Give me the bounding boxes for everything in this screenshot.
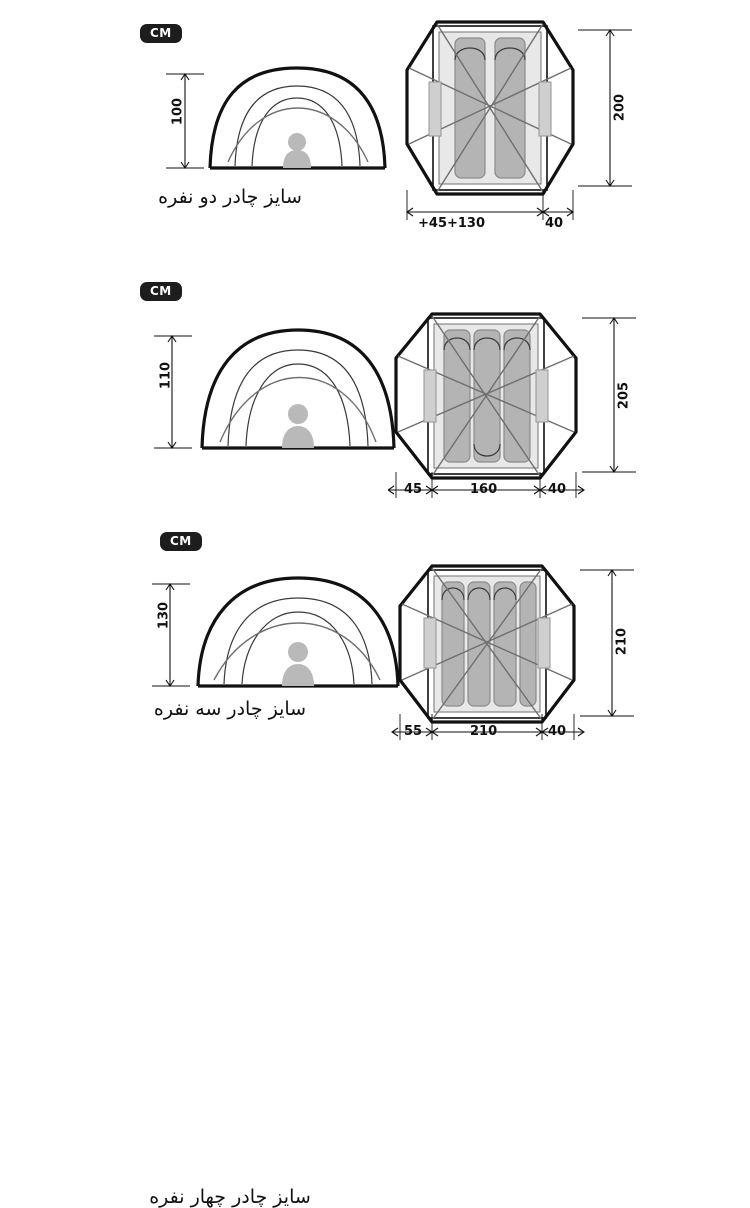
plan-width-label-two-person: +45+130	[418, 216, 486, 231]
plan-depth-label-two-person: 200	[612, 93, 628, 122]
plan-width-label-four-person: 210	[470, 724, 498, 739]
plan-drawing-four-person	[388, 556, 588, 736]
height-label-three-person: 110	[158, 361, 174, 390]
plan-depth-dimension-two-person	[578, 8, 638, 208]
plan-depth-dimension-three-person	[582, 302, 642, 492]
plan-depth-label-three-person: 205	[616, 381, 632, 410]
plan-depth-dimension-four-person	[580, 556, 640, 736]
person-silhouette	[282, 404, 314, 448]
person-silhouette	[283, 133, 311, 168]
plan-left-label-four-person: 55	[404, 724, 423, 739]
height-label-four-person: 130	[156, 601, 172, 630]
plan-side-label-three-person: 40	[548, 482, 567, 497]
plan-left-label-three-person: 45	[404, 482, 423, 497]
caption-two-person: سایز چادر دو نفره	[158, 186, 302, 208]
plan-drawing-three-person	[388, 302, 588, 492]
person-silhouette	[282, 642, 314, 686]
caption-four-person: سایز چادر چهار نفره	[149, 1186, 311, 1208]
plan-drawing-two-person	[395, 8, 585, 208]
unit-badge-cm-row2: CM	[140, 282, 182, 301]
unit-badge-cm-row1: CM	[140, 24, 182, 43]
unit-badge-cm-row3: CM	[160, 532, 202, 551]
plan-side-label-four-person: 40	[548, 724, 567, 739]
height-label-two-person: 100	[170, 97, 186, 126]
plan-side-label-two-person: 40	[545, 216, 564, 231]
plan-depth-label-four-person: 210	[614, 627, 630, 656]
caption-three-person: سایز چادر سه نفره	[153, 698, 307, 720]
tent-row-four-person	[0, 500, 750, 1208]
tent-row-two-person	[0, 0, 750, 250]
plan-width-label-three-person: 160	[470, 482, 498, 497]
